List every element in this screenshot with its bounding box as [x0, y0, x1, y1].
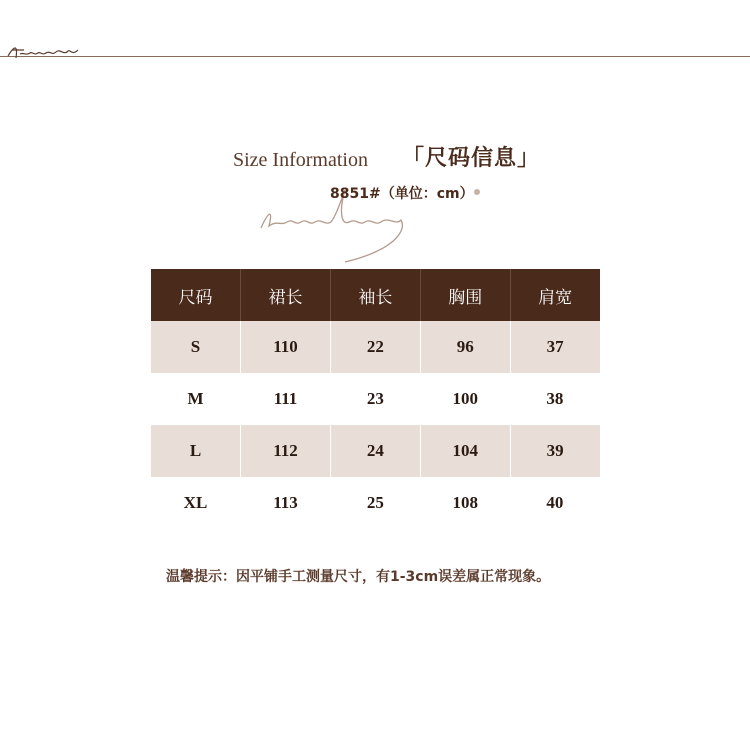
- title-chinese: 「尺码信息」: [402, 146, 541, 171]
- cell-bust: 100: [420, 373, 510, 425]
- unit-subtitle: 8851#（单位：cm）: [330, 186, 474, 202]
- cell-size: XL: [151, 477, 240, 529]
- cell-dress-length: 112: [240, 425, 330, 477]
- cell-size: L: [151, 425, 240, 477]
- cell-sleeve-length: 22: [331, 321, 421, 373]
- col-header-sleeve-length: 袖长: [331, 269, 421, 321]
- table-row: [151, 477, 600, 529]
- signature-top-logo: [4, 38, 84, 66]
- col-header-bust: 胸围: [420, 269, 510, 321]
- cell-bust: 104: [420, 425, 510, 477]
- cell-sleeve-length: 23: [331, 373, 421, 425]
- cell-dress-length: 111: [240, 373, 330, 425]
- col-header-dress-length: 裙长: [240, 269, 330, 321]
- cell-sleeve-length: 24: [331, 425, 421, 477]
- table-row: [151, 373, 600, 425]
- cell-size: M: [151, 373, 240, 425]
- cell-bust: 108: [420, 477, 510, 529]
- cell-sleeve-length: 25: [331, 477, 421, 529]
- measurement-note: 温馨提示：因平铺手工测量尺寸，有1-3cm误差属正常现象。: [166, 569, 551, 585]
- table-row: [151, 425, 600, 477]
- col-header-size: 尺码: [151, 269, 240, 321]
- cell-shoulder: 38: [510, 373, 599, 425]
- cell-shoulder: 40: [510, 477, 599, 529]
- col-header-shoulder: 肩宽: [510, 269, 599, 321]
- title-english: Size Information: [233, 149, 368, 171]
- cell-size: S: [151, 321, 240, 373]
- cell-dress-length: 110: [240, 321, 330, 373]
- table-row: [151, 321, 600, 373]
- cell-bust: 96: [420, 321, 510, 373]
- cell-shoulder: 37: [510, 321, 599, 373]
- cell-dress-length: 113: [240, 477, 330, 529]
- size-table: [151, 269, 600, 529]
- decorative-dot: [474, 189, 480, 195]
- table-header-row: [151, 269, 600, 321]
- cell-shoulder: 39: [510, 425, 599, 477]
- top-divider-line: [0, 56, 750, 57]
